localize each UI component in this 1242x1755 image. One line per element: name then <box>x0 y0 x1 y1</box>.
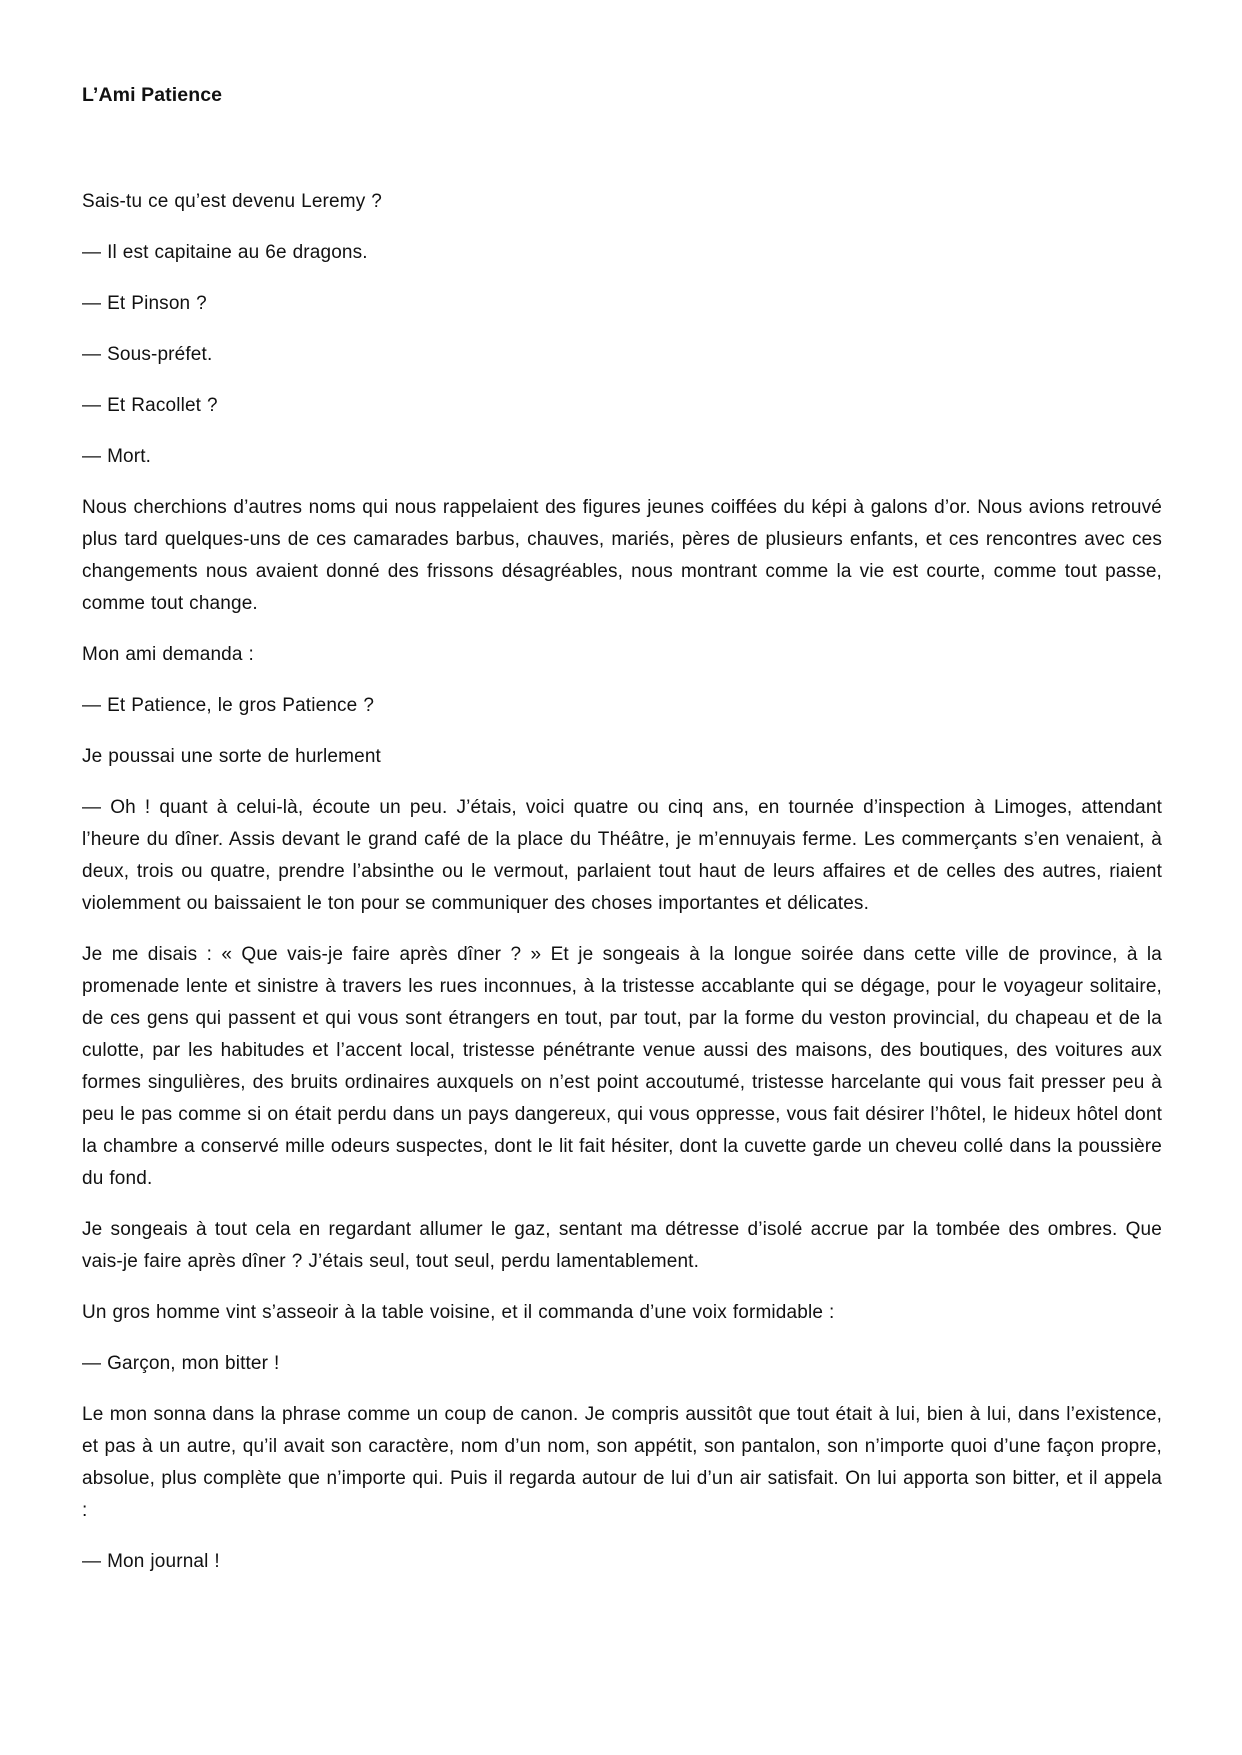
document-body <box>82 186 1162 1578</box>
paragraph: Un gros homme vint s’asseoir à la table voisine, et il commanda d’une voix formidable : <box>82 1302 835 1323</box>
paragraph: — Mort. <box>82 446 152 467</box>
paragraph: Le mon sonna dans la phrase comme un coup de canon. Je compris aussitôt que tout était à lui, bien à lui, dans l’existence, et pas à un autre, qu’il avait son caractère, nom d’un nom, son appétit, son pantalon, son n’importe quoi d’une façon propre, absolue, plus complète que n’importe qui. Puis il regarda autour de lui d’un air satisfait. On lui apporta son bitter, et il appela : <box>82 1404 1162 1521</box>
paragraph: Mon ami demanda : <box>82 644 254 665</box>
paragraph: — Sous-préfet. <box>82 344 213 365</box>
paragraph: — Et Racollet ? <box>82 395 218 416</box>
document-page <box>82 80 1162 1597</box>
paragraph: Nous cherchions d’autres noms qui nous rappelaient des figures jeunes coiffées du képi à galons d’or. Nous avions retrouvé plus tard quelques-uns de ces camarades barbus, chauves, mariés, pères de plusieurs enfants, et ces rencontres avec ces changements nous avaient donné des frissons désagréables, nous montrant comme la vie est courte, comme tout passe, comme tout change. <box>82 497 1162 614</box>
document-title: L’Ami Patience <box>82 84 223 106</box>
paragraph: — Et Patience, le gros Patience ? <box>82 695 375 716</box>
paragraph: — Il est capitaine au 6e dragons. <box>82 242 368 263</box>
paragraph: Je me disais : « Que vais-je faire après dîner ? » Et je songeais à la longue soirée dans cette ville de province, à la promenade lente et sinistre à travers les rues inconnues, à la tristesse accablante qui se dégage, pour le voyageur solitaire, de ces gens qui passent et qui vous sont étrangers en tout, par tout, par la forme du veston provincial, du chapeau et de la culotte, par les habitudes et l’accent local, tristesse pénétrante venue aussi des maisons, des boutiques, des voitures aux formes singulières, des bruits ordinaires auxquels on n’est point accoutumé, tristesse harcelante qui vous fait presser peu à peu le pas comme si on était perdu dans un pays dangereux, qui vous oppresse, vous fait désirer l’hôtel, le hideux hôtel dont la chambre a conservé mille odeurs suspectes, dont le lit fait hésiter, dont la cuvette garde un cheveu collé dans la poussière du fond. <box>82 944 1162 1189</box>
paragraph: Je songeais à tout cela en regardant allumer le gaz, sentant ma détresse d’isolé accrue par la tombée des ombres. Que vais-je faire après dîner ? J’étais seul, tout seul, perdu lamentablement. <box>82 1219 1162 1272</box>
paragraph: — Mon journal ! <box>82 1551 220 1572</box>
paragraph: — Oh ! quant à celui-là, écoute un peu. J’étais, voici quatre ou cinq ans, en tournée d’inspection à Limoges, attendant l’heure du dîner. Assis devant le grand café de la place du Théâtre, je m’ennuyais ferme. Les commerçants s’en venaient, à deux, trois ou quatre, prendre l’absinthe ou le vermout, parlaient tout haut de leurs affaires et de celles des autres, riaient violemment ou baissaient le ton pour se communiquer des choses importantes et délicates. <box>82 797 1162 914</box>
paragraph: — Garçon, mon bitter ! <box>82 1353 280 1374</box>
paragraph: Je poussai une sorte de hurlement <box>82 746 381 767</box>
paragraph: Sais-tu ce qu’est devenu Leremy ? <box>82 191 383 212</box>
paragraph: — Et Pinson ? <box>82 293 207 314</box>
